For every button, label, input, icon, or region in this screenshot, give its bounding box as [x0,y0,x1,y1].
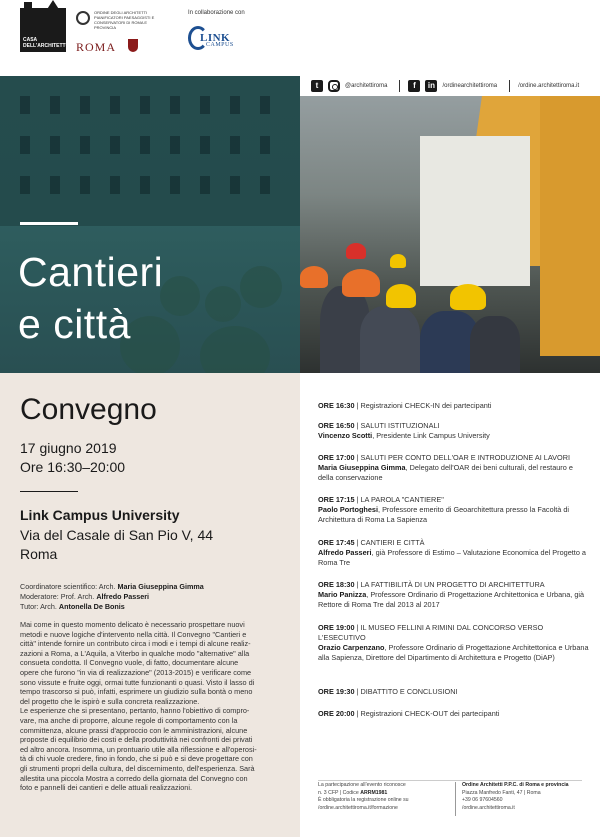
program-time: ORE 17:00 [318,453,355,462]
program-title: LA FATTIBILITÀ DI UN PROGETTO DI ARCHITETTURA [360,580,545,589]
program-item: ORE 17:15 | LA PAROLA "CANTIERE" Paolo Portoghesi, Professore emerito di Geoarchitettura presso la Facoltà di Architettura di Roma La Sapienza [318,495,570,524]
facebook-linkedin-link[interactable]: /ordinearchitettiroma [442,83,498,89]
moderator-line: Moderatore: Prof. Arch. Alfredo Passeri [20,592,150,601]
program-time: ORE 16:30 [318,401,355,410]
link-campus-logo: LINK CAMPUS [188,24,256,54]
hero-rule [20,222,78,225]
footer-divider [318,780,582,781]
program-panel [300,373,600,837]
coordinator-line: Coordinatore scientifico: Arch. Maria Giuseppina Gimma [20,582,204,591]
program-speaker-details: , Presidente Link Campus University [372,431,490,440]
social-handle-link[interactable]: @architettiroma [345,83,388,89]
program-speaker: Paolo Portoghesi [318,505,379,514]
program-title: SALUTI ISTITUZIONALI [360,421,440,430]
ordine-seal-icon [76,11,90,25]
instagram-icon[interactable] [328,80,340,92]
twitter-icon[interactable]: t [311,80,323,92]
hero [0,76,600,373]
ordine-logo-text: ORDINE DEGLI ARCHITETTI PIANIFICATORI PAESAGGISTI E CONSERVATORI DI ROMA E PROVINCIA [94,10,155,30]
phone-link[interactable]: +39 06 97604560 [462,797,503,804]
credits [20,582,204,612]
roma-logo-text: ROMA [76,40,117,54]
program-item: ORE 16:30 | Registrazioni CHECK-IN dei partecipanti [318,401,492,410]
divider [20,491,78,492]
program-title: CANTIERI E CITTÀ [360,538,425,547]
hero-title [18,246,163,350]
program-item: ORE 17:45 | CANTIERI E CITTÀ Alfredo Passeri, già Professore di Estimo – Valutazione Economica del Progetto a Roma Tre [318,538,586,567]
program-title: Registrazioni CHECK-IN dei partecipanti [360,401,492,410]
event-type: Convegno [20,393,157,426]
program-speaker-details: , Professore emerito di Geoarchitettura presso la Facoltà di Architettura di Roma La Sapienza [318,505,570,524]
footer-contact: Ordine Architetti P.P.C. di Roma e provincia Piazza Manfredo Fanti, 47 | Roma +39 06 97604560 /ordine.architettiroma.it [462,782,592,812]
tutor-line: Tutor: Arch. Antonella De Bonis [20,602,125,611]
social-divider [509,80,510,92]
program-title: DIBATTITO E CONCLUSIONI [360,687,458,696]
header [0,0,600,76]
program-title: IL MUSEO FELLINI A RIMINI DAL CONCORSO VERSO L'ESECUTIVO [318,623,544,642]
collaboration-label: In collaborazione con [188,10,245,16]
program-title: SALUTI PER CONTO DELL'OAR E INTRODUZIONE AI LAVORI [360,453,571,462]
program-speaker: Orazio Carpenzano [318,643,385,652]
linkedin-icon[interactable]: in [425,80,437,92]
program-speaker-details: , Professore Ordinario di Progettazione Architettonica e Urbana, già Rettore di Roma Tre dal 2013 al 2017 [318,590,585,609]
social-divider [399,80,400,92]
program-item: ORE 19:30 | DIBATTITO E CONCLUSIONI [318,687,458,696]
facebook-icon[interactable]: f [408,80,420,92]
program-item: ORE 17:00 | SALUTI PER CONTO DELL'OAR E INTRODUZIONE AI LAVORI Maria Giuseppina Gimma, Delegato dell'OAR dei beni culturali, del restauro e della conservazione [318,453,573,482]
registration-link[interactable]: /ordine.architettiroma.it/formazione [318,804,398,811]
event-date: 17 giugno 2019 [20,440,117,456]
social-bar [300,76,600,96]
program-item: ORE 16:50 | SALUTI ISTITUZIONALI Vincenzo Scotti, Presidente Link Campus University [318,421,490,440]
program-time: ORE 16:50 [318,421,355,430]
program-time: ORE 19:30 [318,687,355,696]
venue-city: Roma [20,546,58,562]
program-title: Registrazioni CHECK-OUT dei partecipanti [360,709,500,718]
roma-crest-icon [128,39,138,52]
program-speaker: Alfredo Passeri [318,548,372,557]
web-link[interactable]: /ordine.architettiroma.it [462,804,515,811]
hero-construction-photo [300,76,600,373]
program-time: ORE 18:30 [318,580,355,589]
venue-address: Via del Casale di San Pio V, 44 [20,527,214,543]
program-time: ORE 19:00 [318,623,355,632]
program-time: ORE 20:00 [318,709,355,718]
program-speaker-details: , Professore Ordinario di Progettazione Architettonica e Urbana alla Sapienza, Direttore del Dipartimento di Architettura e Progetto (DiAP) [318,643,589,662]
program-title: LA PAROLA "CANTIERE" [360,495,444,504]
casa-architettura-logo: CASA DELL'ARCHITETTURA [20,8,66,52]
event-description: Mai come in questo momento delicato è necessario prospettare nuovi metodi e nuove logiche d'intervento nella città. Il Convegno "Cantieri e città" intende fornire un contributo circa i modi e i tempi di alcune realiz- zazioni a Roma, a L'Aquila, a Viterbo in qualche modo "alternative" alla consueta condotta. Il Convegno vuole, di fatto, documentare alcune opere che furono "in via di realizzazione" (2013-2015) e verificare come sono vissute e fruite oggi, ormai tutte funzionanti o quasi. Visto il lasso di tempo trascorso si può, infatti, esprimere un giudizio sulla bontà o meno del progetto che le ispirò e sulla concreta realizzazione. Le esperienze che si presentano, pertanto, hanno l'obiettivo di compro- vare, ma anche di proporre, alcune regole di comportamento con la committenza, alcune prassi d'approccio con le amministrazioni, alcune proposte di equilibrio dei costi e della produttività nei confronti dei privati ed altro ancora. Insomma, un prontuario utile alla riflessione e all'operosi- tà di chi vuole credere, fino in fondo, che si può e si deve progettare con gli strumenti propri della cultura, del discernimento, dell'esperienza. Sarà allestita una piccola Mostra a corredo della giornata del Convegno con foto e pannelli dei cantieri e delle attuali realizzazioni. [20,620,257,793]
program-item: ORE 20:00 | Registrazioni CHECK-OUT dei partecipanti [318,709,500,718]
event-info-panel [0,373,300,837]
hero-title-line2: e città [18,301,131,347]
program-time: ORE 17:15 [318,495,355,504]
website-link[interactable]: /ordine.architettiroma.it [518,83,580,89]
venue-name: Link Campus University [20,507,180,523]
footer-vertical-divider [455,782,456,816]
footer-credits: La partecipazione all'evento riconosce n. 3 CFP | Codice ARRM1981 È obbligatoria la registrazione online su /ordine.architettiroma.it/formazione [318,782,450,812]
program-speaker-details: , già Professore di Estimo – Valutazione Economica del Progetto a Roma Tre [318,548,586,567]
program-speaker: Vincenzo Scotti [318,431,373,440]
program-item: ORE 19:00 | IL MUSEO FELLINI A RIMINI DAL CONCORSO VERSO L'ESECUTIVO Orazio Carpenzano, Professore Ordinario di Progettazione Architettonica e Urbana alla Sapienza, Direttore del Dipartimento di Architettura e Progetto (DiAP) [318,623,589,662]
hero-title-line1: Cantieri [18,249,164,295]
program-item: ORE 18:30 | LA FATTIBILITÀ DI UN PROGETTO DI ARCHITETTURA Mario Panizza, Professore Ordinario di Progettazione Architettonica e Urbana, già Rettore di Roma Tre dal 2013 al 2017 [318,580,585,609]
program-time: ORE 17:45 [318,538,355,547]
event-time: Ore 16:30–20:00 [20,459,126,475]
program-speaker: Maria Giuseppina Gimma [318,463,406,472]
program-speaker-details: , Delegato dell'OAR dei beni culturali, del restauro e della conservazione [318,463,573,482]
program-speaker: Mario Panizza [318,590,367,599]
